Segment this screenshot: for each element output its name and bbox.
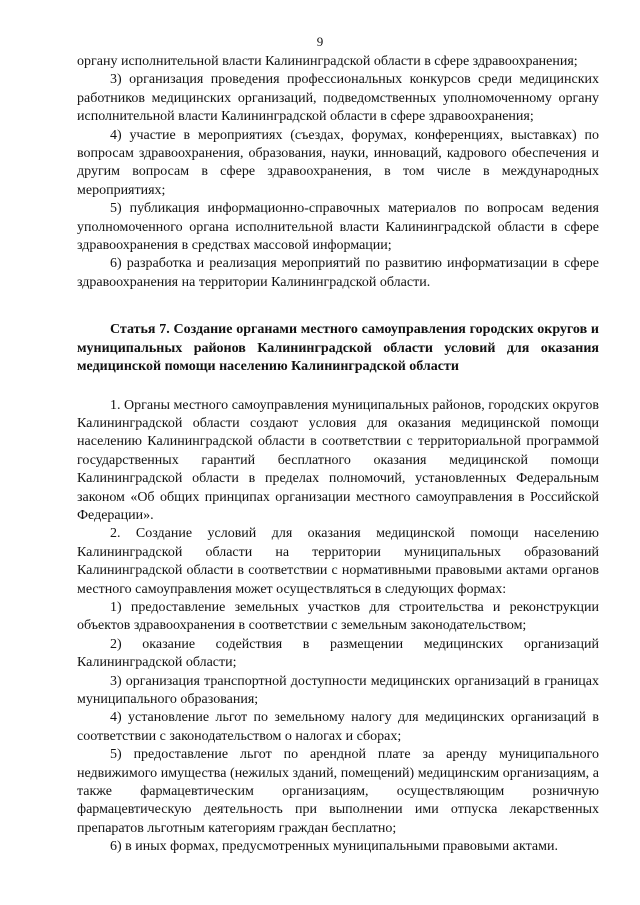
list-item-5: 5) публикация информационно-справочных материалов по вопросам ведения уполномоченного органа исполнительной власти Калининградской области в сфере здравоохранения в средствах массовой информации;: [77, 201, 599, 254]
paragraph-continuation: органу исполнительной власти Калининградской области в сфере здравоохранения;: [77, 54, 578, 69]
list-item-6: 6) разработка и реализация мероприятий по развитию информатизации в сфере здравоохранения на территории Калининградской области.: [77, 256, 599, 290]
form-item-3: 3) организация транспортной доступности медицинских организаций в границах муниципального образования;: [77, 673, 599, 707]
list-item-3: 3) организация проведения профессиональных конкурсов среди медицинских работников медицинских организаций, подведомственных уполномоченному органу исполнительной власти Калининградской области в сфере здравоохранения;: [77, 72, 599, 125]
article-7-paragraph-2: 2. Создание условий для оказания медицинской помощи населению Калининградской области на территории муниципальных образований Калининградской области в соответствии с нормативными правовыми актами органов местного самоуправления может осуществляться в следующих формах:: [77, 526, 599, 597]
list-item-4: 4) участие в мероприятиях (съездах, форумах, конференциях, выставках) по вопросам здравоохранения, образования, науки, инноваций, кадрового обеспечения и другим вопросам в сфере здравоохранения, в том числе в международных мероприятиях;: [77, 127, 599, 198]
article-7-paragraph-1: 1. Органы местного самоуправления муниципальных районов, городских округов Калининградской области создают условия для оказания медицинской помощи населению Калининградской области в соответствии с территориальной программой государственных гарантий бесплатного оказания медицинской помощи Калининградской области в пределах полномочий, установленных Федеральным законом «Об общих принципах организации местного самоуправления в Российской Федерации».: [77, 397, 599, 523]
form-item-6: 6) в иных формах, предусмотренных муниципальными правовыми актами.: [110, 839, 558, 855]
page-number: 9: [316, 34, 324, 49]
form-item-1: 1) предоставление земельных участков для строительства и реконструкции объектов здравоохранения в соответствии с земельным законодательством;: [77, 599, 599, 634]
document-body: [77, 53, 599, 857]
form-item-4: 4) установление льгот по земельному налогу для медицинских организаций в соответствии с законодательством о налогах и сборах;: [77, 710, 599, 744]
form-item-5: 5) предоставление льгот по арендной плате за аренду муниципального недвижимого имущества (нежилых зданий, помещений) медицинским организациям, а также фармацевтическим организациям, осуществляющим розничную фармацевтическую деятельность при выполнении ими отпуска лекарственных препаратов льготным категориям граждан бесплатно;: [77, 747, 599, 836]
form-item-2: 2) оказание содействия в размещении медицинских организаций Калининградской области;: [77, 636, 599, 671]
article-7-heading: Статья 7. Создание органами местного самоуправления городских округов и муниципальных районов Калининградской области условий для оказания медицинской помощи населению Калининградской области: [77, 322, 599, 375]
